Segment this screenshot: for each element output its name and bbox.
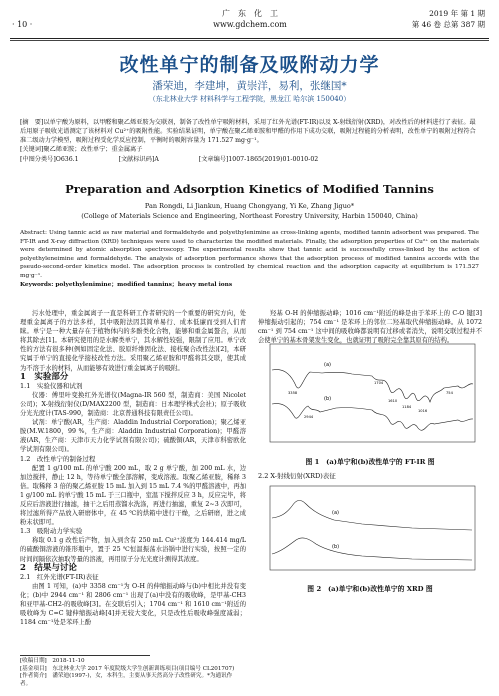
abstract-en [20,229,479,289]
affiliation-en: (College of Materials Science and Engineering, Northeast Forestry University, Harbin 150040, China) [81,212,418,220]
xrd-figure [262,484,480,579]
subsection-heading: 2.2 X-射线衍射(XRD)表征 [258,472,336,480]
curve-label-b: (b) [332,544,340,550]
paragraph: 羟基 O-H 的伸缩振动峰；1016 cm⁻¹附近的峰是由于苯环上的 C-O 键[3]伸缩振动引起的；754 cm⁻¹ 是苯环上的邻位二羟基取代伸缩振动峰。从 1072 cm⁻¹ 到 754 cm⁻¹ 这中间的吸收峰都说明有过移或者消失，说明交联过程并不会使单宁的基本骨架发生变化，也就证明了吸附完全靠其原有的结构。 [258,310,482,345]
author-bio: [作者简介] 潘荣迪(1997-)，女，本科生，主要从事天然高分子改性研究。*为通讯作者。 [20,673,233,687]
peak-label: 1610 [388,399,398,403]
footnote [20,658,240,688]
curve-label-b: (b) [324,396,332,402]
figure1-caption: 图 1 (a)单宁和(b)改性单宁的 FT-IR 图 [305,458,435,466]
paragraph: 配置 1 g/100 mL 的单宁酸 200 mL，取 2 g 单宁酸，加 200 mL 水，边加边搅拌，静止 12 h，等待单宁酸全部溶解，变成溶液。取聚乙烯亚胺，稀释 3 倍。取稀释 3 倍的聚乙烯亚胺 15 mL 加入到 15 mL 7.4 %的甲醛溶液中，再加 1 g/100 mL 的单宁酸 15 mL 于三口瓶中，室温下搅拌反应 3 h，反应完毕，将反应后溶液进行抽滤，抽干之后用蒸馏水洗涤，再进行抽滤，重复 2~3 次即可，将过滤所得产品放入研磨体中，在 45 ℃的烘箱中进行干燥，之后研磨，进之成粉末状即可。 [20,464,246,527]
journal-header [0,8,499,44]
right-column [258,309,482,345]
abstract-en-text: Abstract: Using tannic acid as raw material and formaldehyde and polyethylenimine as cross-linking agents, modified tannin adsorbent was prepared. The FT-IR and X-ray diffraction (XRD) techniques were used to characterize the modified materials. Finally, the adsorption properties of Cu²⁺ on the materials were determined by atomic absorption spectroscopy. The experimental results show that tannic acid is successfully cross-linked by the action of polyethyleneimine and formaldehyde. The analysis of adsorption performance shows that the adsorption process of modified tannins accords with the pseudo-second-order kinetics model. The adsorption process is controlled by chemical reaction and the adsorption capacity at equilibrium is 171.527 mg·g⁻¹. [20,230,479,279]
intro-paragraph: 污水处理中，重金属离子一直是科研工作者研究的一个重要的研究方向，处理重金属离子的方法多样，其中吸附法因其简单易行、成本低廉而受到人们青睐。单宁是一种大量存在于植物体内的多酚类化合物，能够和重金属螯合，从而将其除去[1]。本研究使用的是水解类单宁，其水解性较强，限制了应用。单宁改性的方法有很多种(例如固定化法、胶原纤维固化法、接枝聚合改性法)[2]，本研究属于单宁的直接化学接枝改性方法。采用聚乙烯亚胺和甲醛将其交联，使其成为不溶于水的材料，从而能够有效进行重金属离子的吸附。 [20,310,246,372]
subsection-heading: 1.2 改性单宁的制备过程 [20,454,96,463]
received-date: [收稿日期] 2018-11-10 [20,658,85,664]
peak-label: 3358 [288,391,298,395]
abstract-cn [20,118,479,164]
peak-label: 2944 [304,415,314,419]
subsection-heading: 1.3 吸附动力学实验 [20,527,83,536]
xrd-curve-b [272,538,472,560]
journal-name: 广 东 化 工 [222,9,278,18]
left-column [20,309,246,627]
volume-info: 第 46 卷 总第 387 期 [411,20,485,29]
article-number: [文章编号]1007-1865(2019)01-0010-02 [198,156,319,163]
section-heading: 2 结果与讨论 [20,562,77,573]
authors-en: Pan Rongdi, Li Jiankun, Huang Chongyang, Yi Ke, Zhang Jiguo* [144,202,355,210]
paragraph: 由图 1 可知，(a)中 3358 cm⁻¹为 O-H 的伸缩振动峰与(b)中相比并没有变化；(b)中 2944 cm⁻¹ 和 2806 cm⁻¹ 出现了(a)中没有的吸收峰，是甲基-CH3 和亚甲基-CH2-的吸收峰[3]。在交联后引入；1704 cm⁻¹ 和 1610 cm⁻¹附近的吸收峰为 C=C 键伸缩振动峰[4]并无较大变化，只是改性后吸收峰强度减弱；1184 cm⁻¹处是苯环上酚 [20,582,246,627]
abstract-cn-text: [摘 要]以单宁酸为原料，以甲醛和聚乙烯亚胺为交联剂，制备了改性单宁吸附材料，采用了红外光谱(FT-IR)以及 X-射线衍射(XRD)，对改性后的材料进行了表征。最后用原子吸收光谱测定了该材料对 Cu²⁺的吸附性能。实验结果证明，单宁酸在聚乙烯亚胺和甲醛的作用下成功交联，吸附过程能的分析表明，改性单宁的吸附过程符合准二级动力学模型，吸附过程受化学反应控制，平衡时的吸附容量为 171.527 mg·g⁻¹。 [20,119,476,144]
header-rule [10,38,489,39]
journal-url: www.gdchem.com [213,20,287,29]
section-heading: 1 实验部分 [20,371,69,382]
ftir-figure [262,342,480,452]
footnote-rule [20,655,150,656]
affiliation-cn: （东北林业大学 材料科学与工程学院，黑龙江 哈尔滨 150040） [148,95,351,103]
curve-label-a: (a) [324,362,331,368]
title-cn: 改性单宁的制备及吸附动力学 [119,54,380,76]
plot-frame [270,486,475,570]
peak-label: 1184 [402,405,412,409]
page-number: · 10 · [12,20,33,29]
peak-label: 1704 [374,381,384,385]
curve-label-a: (a) [332,510,339,516]
paragraph: 试剂：单宁酸(AR，生产商：Aladdin Industrial Corporation)；聚乙烯亚胺(M.W.1800，99 %，生产商：Aladdin Industrial Corporation)；甲醛溶液(AR，生产商：天津市天力化学试剂有限公司)；硫酸铜(AR，天津市科密欧化学试剂有限公司)。 [20,419,246,454]
document-code: [文献标识码]A [118,156,159,163]
title-en: Preparation and Adsorption Kinetics of Modified Tannins [65,182,434,196]
peak-label: 754 [446,391,453,395]
header-rule-thin [10,40,489,41]
keywords-cn: [关键词]聚乙烯亚胺；改性单宁；重金属离子 [20,146,143,153]
clc-number: [中图分类号]O636.1 [20,156,79,163]
subsection-heading: 2.1 红外光谱(FT-IR)表征 [20,572,99,581]
authors-cn: 潘荣迪，李建坤，黄崇洋，易利，张继国* [152,80,347,92]
issue-info: 2019 年 第 1 期 [429,9,485,18]
fund-project: [基金项目] 东北林业大学 2017 年度院级大学生创新训练项目(项目编号 CL201707) [20,665,235,672]
figure2-caption: 图 2 (a)单宁和(b)改性单宁的 XRD 图 [307,585,433,593]
xrd-curve-a [272,500,472,530]
keywords-en: Keywords: polyethylenimine；modified tannins；heavy metal ions [20,281,233,288]
paragraph: 仪器：傅里叶变换红外光谱仪(Magna-IR 560 型，制造商：美国 Nicolet 公司)；X-射线衍射仪(D/MAX2200 型，制造商：日本理学株式会社)；原子吸收分光光度计(TAS-990，制造商：北京普通科技有限责任公司)。 [20,391,246,418]
plot-frame [270,344,475,442]
subsection-heading: 1.1 实验仪器和试剂 [20,381,83,390]
ftir-curve-a [272,370,473,402]
paragraph: 称取 0.1 g 改性后产物，加入到含有 250 mL Cu²⁺浓度为 144.414 mg/L 的硫酸铜溶液的锥形瓶中，置于 25 ℃恒温振荡水浴锅中进行实验，按照一定的时间间隔依次抽取等量的溶液，再用原子分光光度计测得其浓度。 [20,537,246,563]
peak-label: 1016 [418,409,428,413]
ftir-curve-b [272,404,473,431]
